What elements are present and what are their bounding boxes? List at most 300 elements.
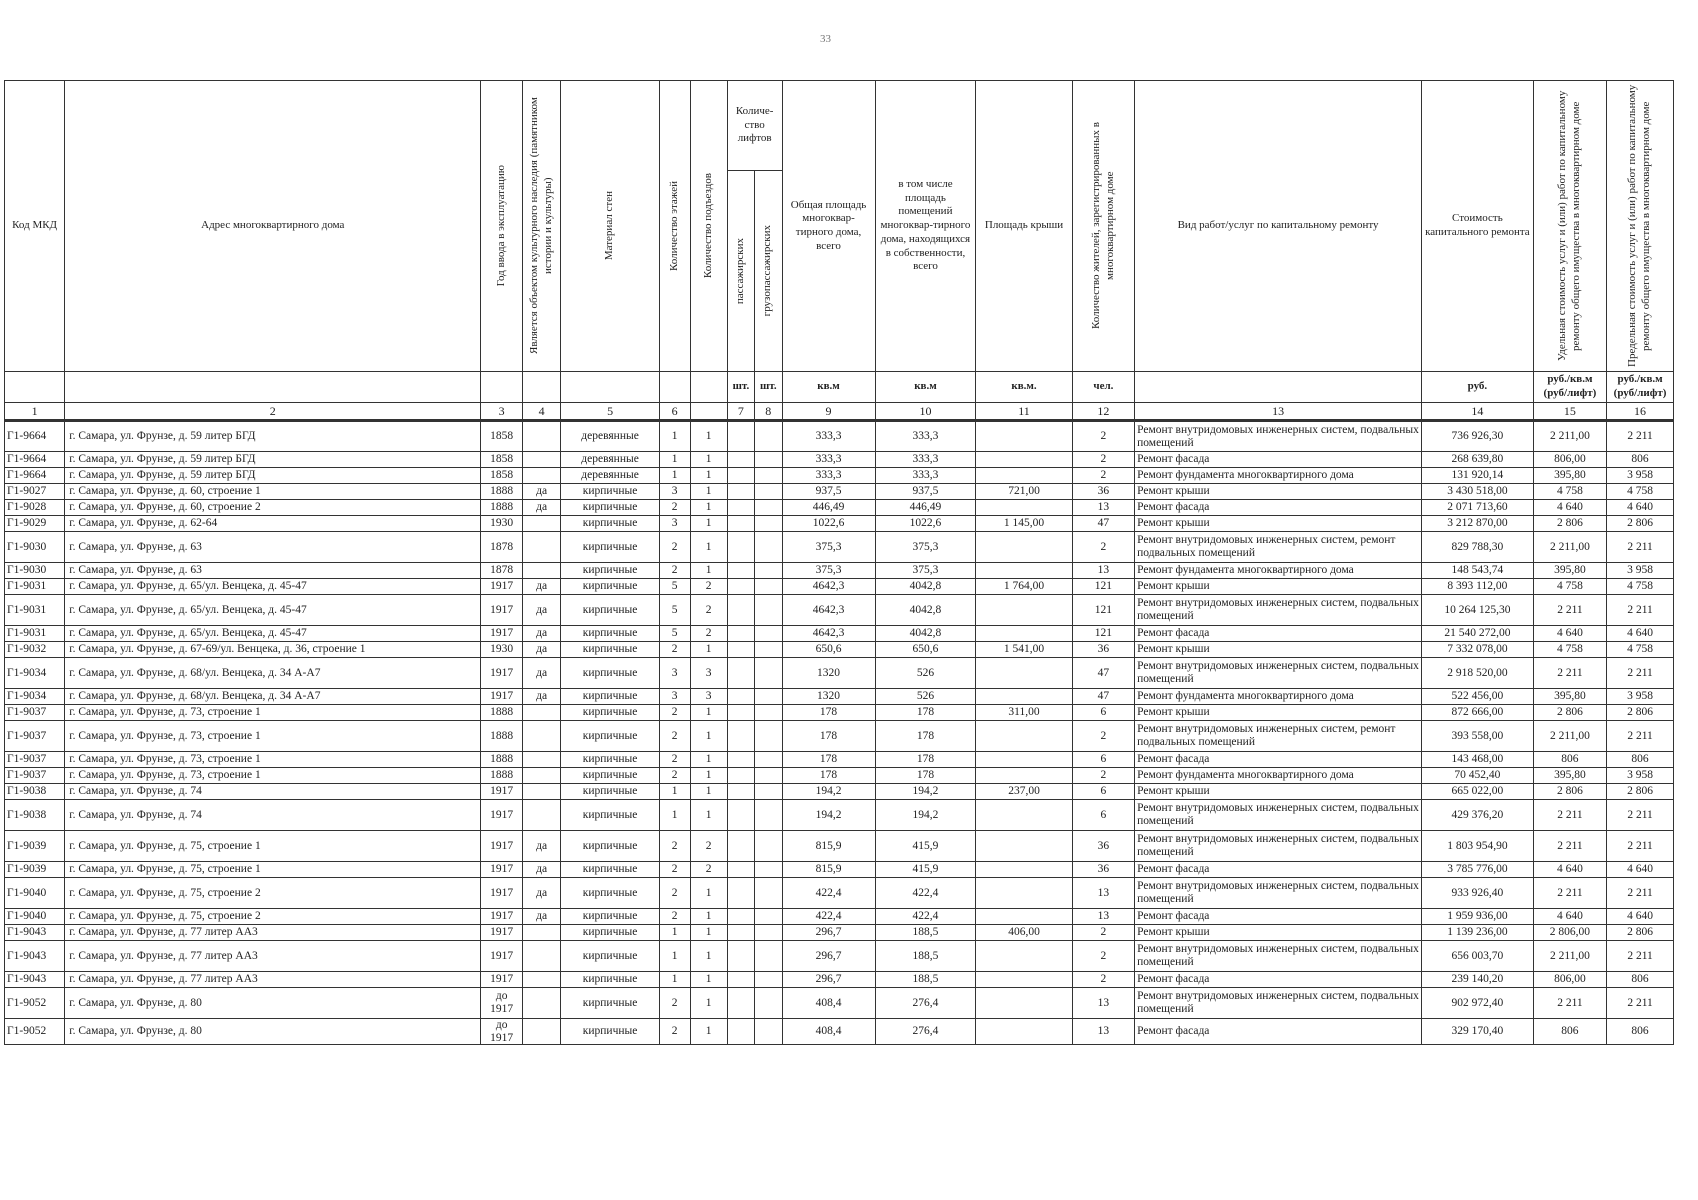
cell-work-type: Ремонт внутридомовых инженерных систем, подвальных помещений	[1135, 941, 1422, 972]
header-unit-cost: Удельная стоимость услуг и (или) работ по капитальному ремонту общего имущества в многоквартирном доме	[1556, 90, 1582, 362]
column-number: 12	[1072, 403, 1134, 421]
cell-work-type: Ремонт внутридомовых инженерных систем, ремонт подвальных помещений	[1135, 532, 1422, 563]
cell-heritage	[522, 752, 560, 768]
cell-entrances: 1	[690, 800, 727, 831]
cell-unit-cost: 2 806	[1533, 705, 1606, 721]
cell-work-type: Ремонт внутридомовых инженерных систем, подвальных помещений	[1135, 658, 1422, 689]
cell-max-cost: 4 640	[1607, 909, 1674, 925]
cell-floors: 2	[659, 831, 690, 862]
cell-heritage: да	[522, 626, 560, 642]
cell-material: кирпичные	[561, 595, 660, 626]
cell-work-type: Ремонт фундамента многоквартирного дома	[1135, 689, 1422, 705]
cell-unit-cost: 806,00	[1533, 972, 1606, 988]
cell-year: 1917	[481, 595, 523, 626]
cell-lifts-passenger	[727, 626, 754, 642]
cell-work-type: Ремонт крыши	[1135, 705, 1422, 721]
cell-owned-area: 188,5	[875, 972, 976, 988]
cell-lifts-passenger	[727, 500, 754, 516]
cell-owned-area: 188,5	[875, 925, 976, 941]
cell-residents: 13	[1072, 909, 1134, 925]
cell-owned-area: 188,5	[875, 941, 976, 972]
cell-address: г. Самара, ул. Фрунзе, д. 62-64	[65, 516, 481, 532]
cell-address: г. Самара, ул. Фрунзе, д. 65/ул. Венцека, д. 45-47	[65, 579, 481, 595]
cell-code: Г1-9039	[5, 831, 65, 862]
cell-total-area: 446,49	[782, 500, 875, 516]
cell-year: 1888	[481, 721, 523, 752]
cell-material: кирпичные	[561, 831, 660, 862]
cell-cost: 3 785 776,00	[1422, 862, 1534, 878]
cell-code: Г1-9052	[5, 1019, 65, 1045]
cell-work-type: Ремонт крыши	[1135, 484, 1422, 500]
cell-lifts-cargo	[755, 721, 782, 752]
cell-total-area: 937,5	[782, 484, 875, 500]
cell-total-area: 815,9	[782, 862, 875, 878]
cell-max-cost: 806	[1607, 452, 1674, 468]
cell-lifts-passenger	[727, 532, 754, 563]
cell-cost: 268 639,80	[1422, 452, 1534, 468]
cell-lifts-cargo	[755, 642, 782, 658]
cell-owned-area: 415,9	[875, 862, 976, 878]
cell-address: г. Самара, ул. Фрунзе, д. 75, строение 1	[65, 831, 481, 862]
cell-max-cost: 2 806	[1607, 705, 1674, 721]
cell-work-type: Ремонт крыши	[1135, 642, 1422, 658]
cell-material: кирпичные	[561, 563, 660, 579]
column-number: 8	[755, 403, 782, 421]
cell-code: Г1-9664	[5, 452, 65, 468]
cell-total-area: 1320	[782, 689, 875, 705]
cell-entrances: 1	[690, 721, 727, 752]
column-number: 11	[976, 403, 1072, 421]
cell-code: Г1-9664	[5, 421, 65, 452]
cell-residents: 2	[1072, 941, 1134, 972]
cell-entrances: 2	[690, 626, 727, 642]
cell-work-type: Ремонт внутридомовых инженерных систем, подвальных помещений	[1135, 595, 1422, 626]
cell-material: кирпичные	[561, 925, 660, 941]
table-row	[5, 452, 1674, 468]
cell-address: г. Самара, ул. Фрунзе, д. 73, строение 1	[65, 721, 481, 752]
header-heritage: Является объектом культурного наследия (памятником истории и культуры)	[527, 97, 554, 355]
cell-entrances: 1	[690, 452, 727, 468]
cell-max-cost: 4 640	[1607, 500, 1674, 516]
cell-lifts-passenger	[727, 516, 754, 532]
cell-entrances: 1	[690, 752, 727, 768]
cell-code: Г1-9037	[5, 752, 65, 768]
cell-year: 1917	[481, 658, 523, 689]
cell-roof-area	[976, 941, 1072, 972]
cell-entrances: 1	[690, 1019, 727, 1045]
cell-work-type: Ремонт фасада	[1135, 626, 1422, 642]
cell-material: кирпичные	[561, 721, 660, 752]
cell-lifts-cargo	[755, 484, 782, 500]
cell-material: кирпичные	[561, 784, 660, 800]
cell-material: кирпичные	[561, 689, 660, 705]
cell-year: 1917	[481, 579, 523, 595]
cell-lifts-passenger	[727, 878, 754, 909]
cell-total-area: 4642,3	[782, 579, 875, 595]
cell-max-cost: 4 758	[1607, 484, 1674, 500]
cell-roof-area: 1 541,00	[976, 642, 1072, 658]
cell-lifts-cargo	[755, 452, 782, 468]
cell-cost: 131 920,14	[1422, 468, 1534, 484]
cell-entrances: 2	[690, 862, 727, 878]
cell-year: до 1917	[481, 988, 523, 1019]
cell-material: кирпичные	[561, 705, 660, 721]
cell-lifts-passenger	[727, 705, 754, 721]
cell-residents: 2	[1072, 721, 1134, 752]
cell-entrances: 1	[690, 468, 727, 484]
cell-lifts-cargo	[755, 658, 782, 689]
cell-lifts-cargo	[755, 579, 782, 595]
column-number: 2	[65, 403, 481, 421]
cell-address: г. Самара, ул. Фрунзе, д. 80	[65, 1019, 481, 1045]
cell-lifts-cargo	[755, 972, 782, 988]
cell-lifts-passenger	[727, 784, 754, 800]
cell-year: 1888	[481, 752, 523, 768]
cell-work-type: Ремонт внутридомовых инженерных систем, подвальных помещений	[1135, 988, 1422, 1019]
cell-owned-area: 194,2	[875, 800, 976, 831]
cell-heritage	[522, 988, 560, 1019]
cell-code: Г1-9029	[5, 516, 65, 532]
cell-heritage	[522, 532, 560, 563]
capital-repair-table-sheet	[4, 80, 1674, 1045]
cell-owned-area: 650,6	[875, 642, 976, 658]
cell-lifts-passenger	[727, 925, 754, 941]
cell-roof-area	[976, 595, 1072, 626]
header-residents: Количество жителей, зарегистрированных в многоквартирном доме	[1089, 122, 1116, 330]
cell-material: кирпичные	[561, 1019, 660, 1045]
cell-cost: 3 430 518,00	[1422, 484, 1534, 500]
cell-residents: 121	[1072, 579, 1134, 595]
table-row	[5, 626, 1674, 642]
cell-entrances: 1	[690, 484, 727, 500]
cell-work-type: Ремонт крыши	[1135, 579, 1422, 595]
cell-address: г. Самара, ул. Фрунзе, д. 74	[65, 784, 481, 800]
cell-entrances: 1	[690, 563, 727, 579]
column-number: 5	[561, 403, 660, 421]
cell-unit-cost: 2 211	[1533, 800, 1606, 831]
cell-total-area: 178	[782, 768, 875, 784]
cell-work-type: Ремонт фасада	[1135, 862, 1422, 878]
header-entrances: Количество подъездов	[701, 173, 714, 279]
cell-max-cost: 3 958	[1607, 689, 1674, 705]
table-row	[5, 972, 1674, 988]
cell-lifts-cargo	[755, 784, 782, 800]
cell-lifts-passenger	[727, 909, 754, 925]
cell-owned-area: 276,4	[875, 988, 976, 1019]
cell-year: 1878	[481, 563, 523, 579]
cell-cost: 902 972,40	[1422, 988, 1534, 1019]
header-work-type: Вид работ/услуг по капитальному ремонту	[1135, 81, 1422, 372]
table-row	[5, 484, 1674, 500]
cell-unit-cost: 4 758	[1533, 484, 1606, 500]
table-row	[5, 800, 1674, 831]
table-row	[5, 862, 1674, 878]
table-row	[5, 768, 1674, 784]
cell-floors: 1	[659, 784, 690, 800]
cell-lifts-passenger	[727, 721, 754, 752]
cell-cost: 3 212 870,00	[1422, 516, 1534, 532]
cell-code: Г1-9038	[5, 784, 65, 800]
header-floors: Количество этажей	[667, 180, 680, 272]
cell-roof-area	[976, 909, 1072, 925]
cell-cost: 329 170,40	[1422, 1019, 1534, 1045]
cell-floors: 2	[659, 752, 690, 768]
cell-material: кирпичные	[561, 909, 660, 925]
cell-material: кирпичные	[561, 658, 660, 689]
cell-max-cost: 2 211	[1607, 658, 1674, 689]
table-row	[5, 988, 1674, 1019]
cell-code: Г1-9664	[5, 468, 65, 484]
table-row	[5, 532, 1674, 563]
cell-entrances: 1	[690, 705, 727, 721]
cell-heritage: да	[522, 689, 560, 705]
cell-unit-cost: 806	[1533, 752, 1606, 768]
cell-year: 1858	[481, 468, 523, 484]
table-body	[5, 421, 1674, 1045]
cell-unit-cost: 395,80	[1533, 468, 1606, 484]
cell-address: г. Самара, ул. Фрунзе, д. 75, строение 1	[65, 862, 481, 878]
cell-floors: 1	[659, 468, 690, 484]
cell-work-type: Ремонт фасада	[1135, 972, 1422, 988]
cell-floors: 2	[659, 768, 690, 784]
cell-year: 1917	[481, 909, 523, 925]
cell-floors: 1	[659, 925, 690, 941]
cell-heritage: да	[522, 500, 560, 516]
cell-residents: 6	[1072, 784, 1134, 800]
cell-entrances: 2	[690, 579, 727, 595]
cell-year: 1930	[481, 642, 523, 658]
cell-max-cost: 2 211	[1607, 721, 1674, 752]
cell-code: Г1-9031	[5, 579, 65, 595]
cell-lifts-cargo	[755, 941, 782, 972]
cell-heritage: да	[522, 658, 560, 689]
cell-floors: 1	[659, 800, 690, 831]
cell-residents: 2	[1072, 468, 1134, 484]
cell-heritage: да	[522, 909, 560, 925]
cell-lifts-cargo	[755, 831, 782, 862]
cell-address: г. Самара, ул. Фрунзе, д. 77 литер АА3	[65, 941, 481, 972]
cell-unit-cost: 806	[1533, 1019, 1606, 1045]
cell-code: Г1-9037	[5, 768, 65, 784]
unit-owned-area: кв.м	[875, 372, 976, 403]
cell-entrances: 1	[690, 988, 727, 1019]
column-number: 15	[1533, 403, 1606, 421]
cell-cost: 21 540 272,00	[1422, 626, 1534, 642]
cell-heritage	[522, 516, 560, 532]
cell-floors: 2	[659, 1019, 690, 1045]
cell-entrances: 1	[690, 878, 727, 909]
cell-entrances: 1	[690, 500, 727, 516]
cell-max-cost: 4 758	[1607, 579, 1674, 595]
cell-year: 1917	[481, 862, 523, 878]
cell-code: Г1-9027	[5, 484, 65, 500]
cell-year: 1917	[481, 925, 523, 941]
cell-total-area: 422,4	[782, 909, 875, 925]
cell-owned-area: 4042,8	[875, 579, 976, 595]
unit-residents: чел.	[1072, 372, 1134, 403]
cell-work-type: Ремонт фасада	[1135, 1019, 1422, 1045]
cell-heritage: да	[522, 831, 560, 862]
table-row	[5, 642, 1674, 658]
cell-year: 1917	[481, 831, 523, 862]
column-number: 6	[659, 403, 690, 421]
cell-max-cost: 2 211	[1607, 988, 1674, 1019]
cell-unit-cost: 395,80	[1533, 768, 1606, 784]
cell-cost: 1 959 936,00	[1422, 909, 1534, 925]
cell-total-area: 194,2	[782, 784, 875, 800]
cell-total-area: 296,7	[782, 972, 875, 988]
cell-address: г. Самара, ул. Фрунзе, д. 63	[65, 563, 481, 579]
cell-floors: 2	[659, 705, 690, 721]
table-row	[5, 705, 1674, 721]
table-row	[5, 595, 1674, 626]
cell-cost: 736 926,30	[1422, 421, 1534, 452]
cell-max-cost: 806	[1607, 752, 1674, 768]
cell-work-type: Ремонт внутридомовых инженерных систем, подвальных помещений	[1135, 800, 1422, 831]
cell-heritage	[522, 705, 560, 721]
cell-roof-area	[976, 532, 1072, 563]
table-row	[5, 689, 1674, 705]
cell-lifts-cargo	[755, 1019, 782, 1045]
cell-cost: 872 666,00	[1422, 705, 1534, 721]
cell-heritage	[522, 768, 560, 784]
cell-max-cost: 4 640	[1607, 862, 1674, 878]
cell-residents: 121	[1072, 626, 1134, 642]
cell-work-type: Ремонт фасада	[1135, 909, 1422, 925]
cell-material: кирпичные	[561, 972, 660, 988]
cell-year: 1858	[481, 421, 523, 452]
cell-code: Г1-9043	[5, 972, 65, 988]
cell-cost: 8 393 112,00	[1422, 579, 1534, 595]
cell-total-area: 333,3	[782, 421, 875, 452]
column-number: 4	[522, 403, 560, 421]
cell-floors: 3	[659, 658, 690, 689]
cell-residents: 2	[1072, 421, 1134, 452]
cell-heritage: да	[522, 878, 560, 909]
cell-roof-area: 406,00	[976, 925, 1072, 941]
cell-owned-area: 937,5	[875, 484, 976, 500]
cell-owned-area: 178	[875, 721, 976, 752]
cell-lifts-passenger	[727, 1019, 754, 1045]
cell-address: г. Самара, ул. Фрунзе, д. 60, строение 2	[65, 500, 481, 516]
cell-address: г. Самара, ул. Фрунзе, д. 60, строение 1	[65, 484, 481, 500]
cell-total-area: 1022,6	[782, 516, 875, 532]
cell-residents: 36	[1072, 831, 1134, 862]
cell-roof-area	[976, 689, 1072, 705]
cell-cost: 70 452,40	[1422, 768, 1534, 784]
cell-heritage	[522, 452, 560, 468]
cell-code: Г1-9040	[5, 909, 65, 925]
cell-unit-cost: 4 640	[1533, 862, 1606, 878]
cell-heritage: да	[522, 595, 560, 626]
cell-lifts-cargo	[755, 500, 782, 516]
cell-address: г. Самара, ул. Фрунзе, д. 74	[65, 800, 481, 831]
cell-owned-area: 194,2	[875, 784, 976, 800]
cell-total-area: 422,4	[782, 878, 875, 909]
cell-code: Г1-9028	[5, 500, 65, 516]
cell-residents: 13	[1072, 988, 1134, 1019]
cell-floors: 2	[659, 909, 690, 925]
page-number: 33	[820, 33, 831, 45]
cell-floors: 2	[659, 532, 690, 563]
column-number: 16	[1607, 403, 1674, 421]
cell-roof-area	[976, 988, 1072, 1019]
cell-residents: 36	[1072, 484, 1134, 500]
cell-year: 1888	[481, 500, 523, 516]
cell-roof-area	[976, 862, 1072, 878]
cell-lifts-cargo	[755, 705, 782, 721]
cell-floors: 1	[659, 452, 690, 468]
cell-floors: 2	[659, 642, 690, 658]
cell-max-cost: 2 211	[1607, 878, 1674, 909]
cell-residents: 47	[1072, 689, 1134, 705]
table-row	[5, 941, 1674, 972]
table-row	[5, 878, 1674, 909]
cell-code: Г1-9052	[5, 988, 65, 1019]
cell-lifts-passenger	[727, 595, 754, 626]
cell-floors: 5	[659, 595, 690, 626]
cell-floors: 2	[659, 862, 690, 878]
cell-address: г. Самара, ул. Фрунзе, д. 77 литер АА3	[65, 925, 481, 941]
unit-lifts-passenger: шт.	[727, 372, 754, 403]
cell-unit-cost: 4 758	[1533, 579, 1606, 595]
column-number: 10	[875, 403, 976, 421]
cell-lifts-cargo	[755, 595, 782, 626]
cell-material: деревянные	[561, 421, 660, 452]
cell-code: Г1-9039	[5, 862, 65, 878]
table-row	[5, 752, 1674, 768]
cell-address: г. Самара, ул. Фрунзе, д. 68/ул. Венцека, д. 34 А-А7	[65, 658, 481, 689]
cell-year: 1917	[481, 972, 523, 988]
cell-cost: 143 468,00	[1422, 752, 1534, 768]
cell-unit-cost: 4 640	[1533, 626, 1606, 642]
cell-roof-area	[976, 500, 1072, 516]
cell-cost: 10 264 125,30	[1422, 595, 1534, 626]
cell-roof-area	[976, 752, 1072, 768]
cell-owned-area: 375,3	[875, 563, 976, 579]
cell-cost: 1 803 954,90	[1422, 831, 1534, 862]
cell-heritage: да	[522, 484, 560, 500]
cell-cost: 7 332 078,00	[1422, 642, 1534, 658]
header-lifts-group: Количе-ство лифтов	[727, 81, 782, 171]
cell-work-type: Ремонт фасада	[1135, 752, 1422, 768]
cell-code: Г1-9032	[5, 642, 65, 658]
cell-lifts-passenger	[727, 768, 754, 784]
cell-address: г. Самара, ул. Фрунзе, д. 68/ул. Венцека, д. 34 А-А7	[65, 689, 481, 705]
cell-lifts-cargo	[755, 988, 782, 1019]
cell-year: до 1917	[481, 1019, 523, 1045]
cell-material: кирпичные	[561, 626, 660, 642]
cell-work-type: Ремонт крыши	[1135, 516, 1422, 532]
cell-address: г. Самара, ул. Фрунзе, д. 73, строение 1	[65, 768, 481, 784]
column-number: 7	[727, 403, 754, 421]
cell-code: Г1-9037	[5, 705, 65, 721]
cell-max-cost: 2 211	[1607, 800, 1674, 831]
cell-material: кирпичные	[561, 800, 660, 831]
capital-repair-table	[4, 80, 1674, 1045]
cell-unit-cost: 2 211,00	[1533, 532, 1606, 563]
cell-code: Г1-9030	[5, 563, 65, 579]
cell-cost: 656 003,70	[1422, 941, 1534, 972]
unit-max-cost: руб./кв.м (руб/лифт)	[1607, 372, 1674, 403]
cell-residents: 13	[1072, 500, 1134, 516]
cell-lifts-passenger	[727, 642, 754, 658]
cell-year: 1888	[481, 484, 523, 500]
cell-roof-area: 237,00	[976, 784, 1072, 800]
cell-entrances: 1	[690, 784, 727, 800]
cell-max-cost: 806	[1607, 1019, 1674, 1045]
cell-max-cost: 2 211	[1607, 421, 1674, 452]
